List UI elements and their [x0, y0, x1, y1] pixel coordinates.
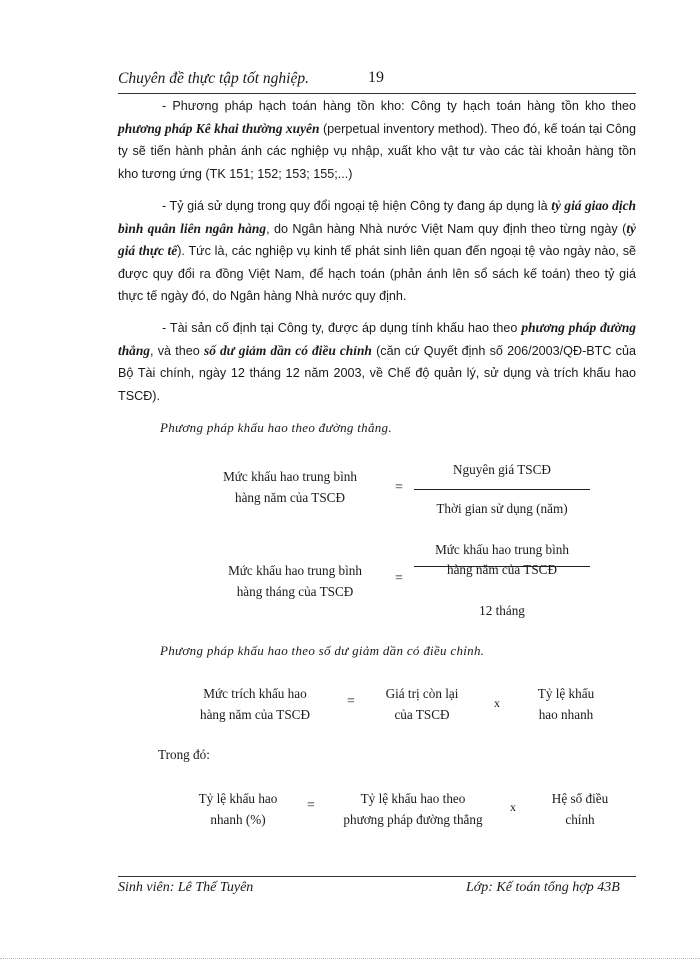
- formula4-term2: [530, 788, 630, 830]
- method-declining-balance-title: Phương pháp khấu hao theo số dư giảm dần có điều chỉnh.: [160, 643, 485, 658]
- formula3-term2-line2: hao nhanh: [538, 707, 594, 722]
- formula2-num-line1: Mức khấu hao trung bình: [435, 542, 569, 557]
- formula3-multiply: x: [494, 696, 500, 710]
- page-number: 19: [368, 69, 384, 86]
- formula2-numerator: [414, 540, 590, 580]
- p2-emphasis-2: tỷ giá thực tế: [118, 220, 636, 258]
- p3-text-a: - Tài sản cố định tại Công ty, được áp dụng tính khấu hao theo: [162, 321, 522, 335]
- formula3-term2-line1: Tỷ lệ khấu: [537, 686, 595, 701]
- formula1-numerator: Nguyên giá TSCĐ: [453, 462, 551, 477]
- where-label: Trong đó:: [158, 747, 210, 762]
- formula3-term1: [362, 683, 482, 725]
- formula4-equals: =: [307, 798, 315, 813]
- p1-text-a: - Phương pháp hạch toán hàng tồn kho: Công ty hạch toán hàng tồn kho theo: [162, 99, 636, 113]
- header-title: Chuyên đề thực tập tốt nghiệp.: [118, 70, 309, 87]
- formula2-lhs: [200, 560, 390, 602]
- formula2-fraction-bar: [414, 566, 590, 567]
- p3-text-e: (căn cứ Quyết định số 206/2003/QĐ-BTC của Bộ Tài chính, ngày 12 tháng 12 năm 2003, về Chế độ quản lý, sử dụng và trích khấu hao TSCĐ).: [118, 343, 636, 403]
- page-bottom-border: [0, 958, 700, 959]
- formula1-equals: =: [395, 480, 403, 495]
- p3-emphasis-2: số dư giảm dần có điều chỉnh: [204, 342, 372, 358]
- formula3-equals: =: [347, 694, 355, 709]
- formula4-lhs-line1: Tỷ lệ khấu hao: [198, 791, 278, 806]
- formula4-term1: [326, 788, 500, 830]
- formula4-multiply: x: [510, 800, 516, 814]
- p3-emphasis-1: phương pháp đường thẳng: [118, 320, 636, 358]
- formula3-term2: [520, 683, 612, 725]
- formula2-equals: =: [395, 571, 403, 586]
- formula4-term1-line2: phương pháp đường thẳng: [343, 812, 483, 827]
- footer-rule: [118, 876, 636, 877]
- footer-student: Sinh viên: Lê Thế Tuyên: [118, 880, 254, 895]
- formula3-term1-line2: của TSCĐ: [394, 707, 450, 722]
- formula1-lhs-line2: hàng năm của TSCĐ: [234, 490, 345, 505]
- formula4-lhs-line2: nhanh (%): [210, 812, 266, 827]
- p1-text-c: (perpetual inventory method). Theo đó, kế toán tại Công ty sẽ tiến hành phản ánh các nghiệp vụ nhập, xuất kho vật tư vào các tài khoản hàng tồn kho tương ứng (TK 151; 152; 153; 155;...): [118, 121, 636, 181]
- formula3-lhs: [175, 683, 335, 725]
- formula1-lhs-line1: Mức khấu hao trung bình: [223, 469, 357, 484]
- p2-text-a: - Tỷ giá sử dụng trong quy đổi ngoại tệ hiện Công ty đang áp dụng là: [162, 199, 552, 213]
- paragraph-inventory-method: [118, 95, 636, 185]
- formula3-term1-line1: Giá trị còn lại: [385, 686, 459, 701]
- p1-emphasis: phương pháp Kê khai thường xuyên: [118, 120, 320, 136]
- formula3-lhs-line1: Mức trích khấu hao: [203, 686, 307, 701]
- formula1-lhs: [200, 466, 380, 508]
- formula2-num-line2: hàng năm của TSCĐ: [446, 562, 557, 577]
- formula1-fraction-bar: [414, 489, 590, 490]
- formula4-term1-line1: Tỷ lệ khấu hao theo: [360, 791, 466, 806]
- header-rule: [118, 93, 636, 94]
- formula3-lhs-line2: hàng năm của TSCĐ: [199, 707, 310, 722]
- formula1-denominator: Thời gian sử dụng (năm): [436, 501, 568, 516]
- formula2-denominator: 12 tháng: [479, 603, 525, 618]
- p2-text-c: , do Ngân hàng Nhà nước Việt Nam quy định theo từng ngày (: [266, 221, 627, 236]
- paragraph-fixed-assets: [118, 317, 636, 407]
- formula4-term2-line2: chỉnh: [565, 812, 595, 827]
- p3-text-c: , và theo: [150, 343, 204, 358]
- paragraph-exchange-rate: [118, 195, 636, 308]
- p2-text-e: ). Tức là, các nghiệp vụ kinh tế phát sinh liên quan đến ngoại tệ vào ngày nào, sẽ được quy đổi ra đồng Việt Nam, để hạch toán (phản ánh lên sổ sách kế toán) theo tỷ giá thực tế ngày đó, do Ngân hàng Nhà nước quy định.: [118, 244, 636, 303]
- formula2-lhs-line2: hàng tháng của TSCĐ: [236, 584, 354, 599]
- method-straight-line-title: Phương pháp khấu hao theo đường thẳng.: [160, 420, 392, 435]
- formula2-lhs-line1: Mức khấu hao trung bình: [228, 563, 362, 578]
- formula4-lhs: [170, 788, 306, 830]
- p2-emphasis-1: tỷ giá giao dịch bình quân liên ngân hàng: [118, 198, 636, 236]
- footer-class: Lớp: Kế toán tổng hợp 43B: [466, 880, 620, 895]
- formula4-term2-line1: Hệ số điều: [551, 791, 609, 806]
